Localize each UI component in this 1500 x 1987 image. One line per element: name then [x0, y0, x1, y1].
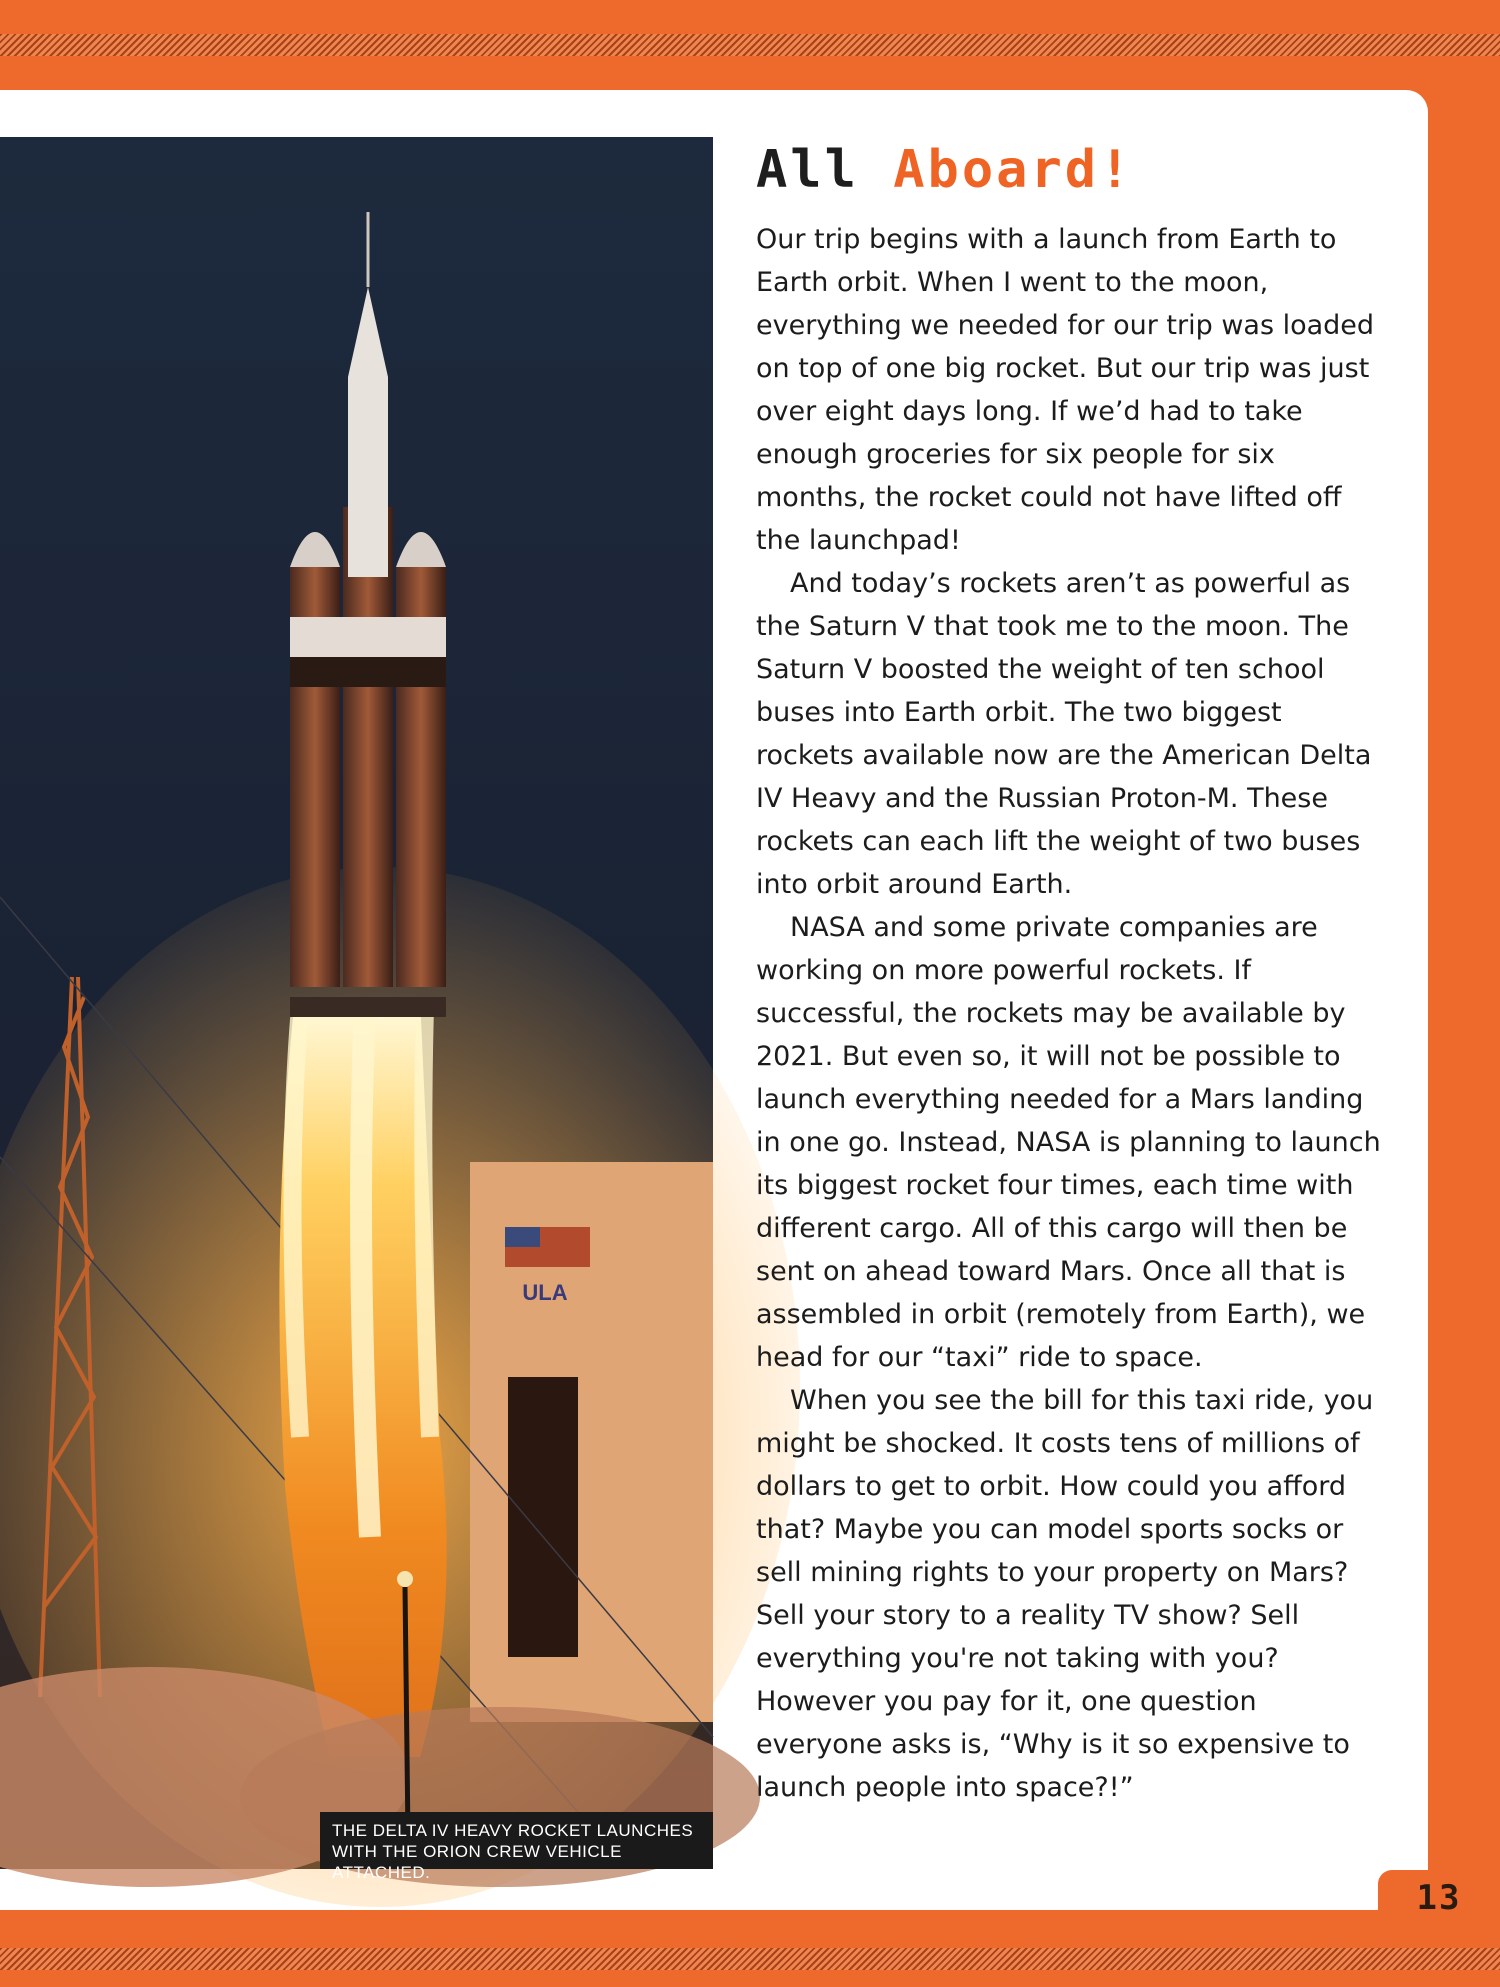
rocket-launch-illustration: [0, 137, 713, 1869]
rocket-launch-photo: [0, 137, 713, 1882]
article-title: [756, 140, 1133, 200]
top-border-stripe: [0, 34, 1500, 56]
photo-caption: [320, 1812, 713, 1882]
article-body: [756, 218, 1381, 1809]
article-paragraph: Our trip begins with a launch from Earth to Earth orbit. When I went to the moon, everything we needed for our trip was loaded on top of one big rocket. But our trip was just over eight days long. If we’d had to take enough groceries for six people for six months, the rocket could not have lifted off the launchpad!: [756, 224, 1375, 556]
article-paragraph: And today’s rockets aren’t as powerful as the Saturn V that took me to the moon. The Saturn V boosted the weight of ten school buses into Earth orbit. The two biggest rockets available now are the American Delta IV Heavy and the Russian Proton-M. These rockets can each lift the weight of two buses into orbit around Earth.: [756, 568, 1372, 900]
title-word-2: Aboard!: [893, 140, 1134, 200]
caption-line-2: WITH THE ORION CREW VEHICLE ATTACHED.: [332, 1842, 622, 1882]
bottom-border-stripe: [0, 1948, 1500, 1970]
article-paragraph: When you see the bill for this taxi ride, you might be shocked. It costs tens of millions of dollars to get to orbit. How could you afford that? Maybe you can model sports socks or sell mining rights to your property on Mars? Sell your story to a reality TV show? Sell everything you're not taking with you? However you pay for it, one question everyone asks is, “Why is it so expensive to launch people into space?!”: [756, 1385, 1374, 1803]
title-word-1: All: [756, 140, 859, 200]
page-number: 13: [1378, 1870, 1500, 1926]
building-logo: ULA: [522, 1280, 568, 1305]
article-paragraph: NASA and some private companies are working on more powerful rockets. If successful, the rockets may be available by 2021. But even so, it will not be possible to launch everything needed for a Mars landing in one go. Instead, NASA is planning to launch its biggest rocket four times, each time with different cargo. All of this cargo will then be sent on ahead toward Mars. Once all that is assembled in orbit (remotely from Earth), we head for our “taxi” ride to space.: [756, 912, 1381, 1373]
caption-line-1: THE DELTA IV HEAVY ROCKET LAUNCHES: [332, 1821, 694, 1840]
